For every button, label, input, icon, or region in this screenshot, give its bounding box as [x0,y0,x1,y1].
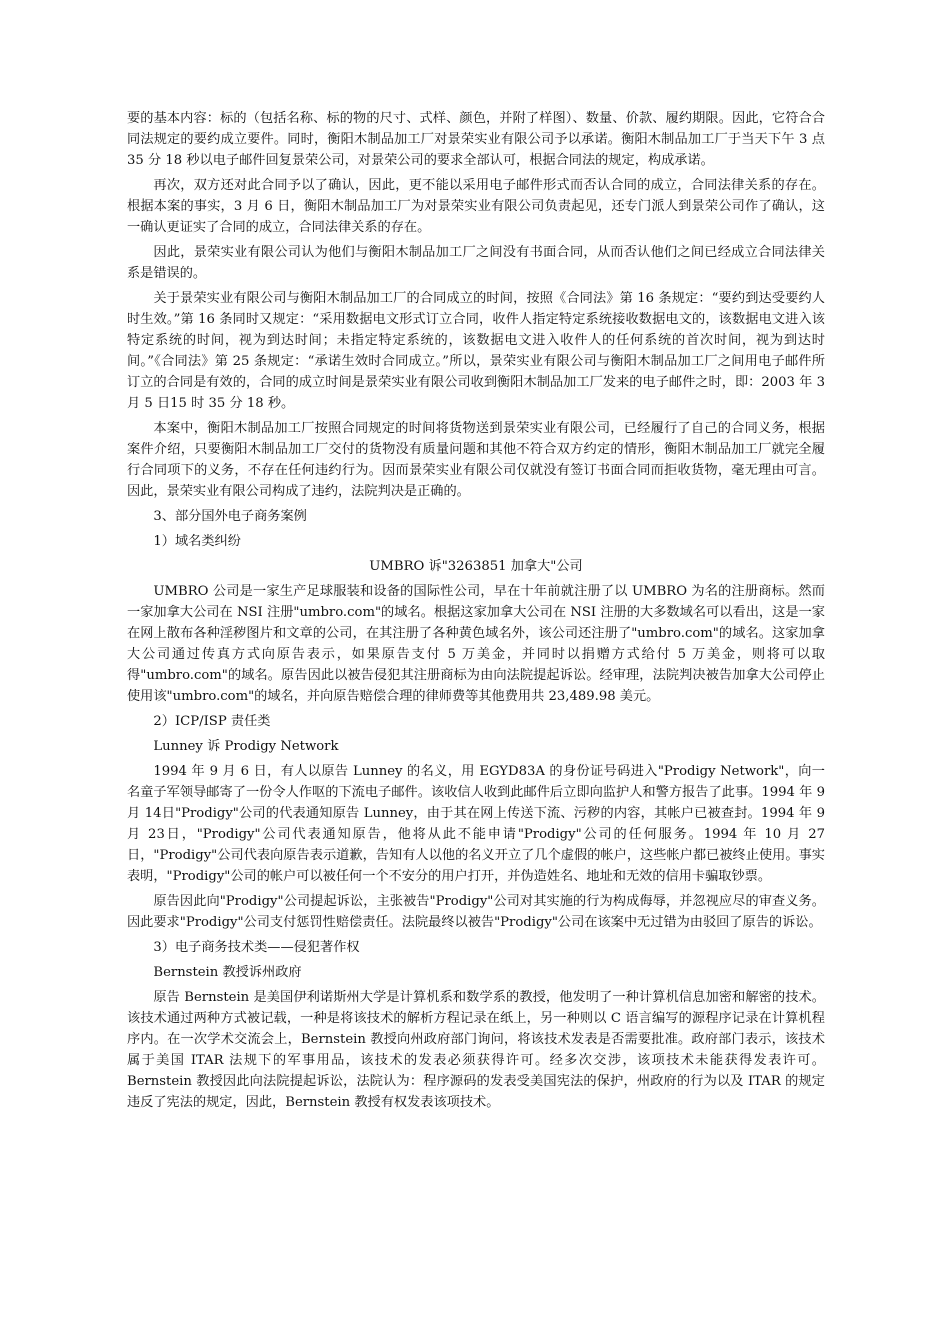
paragraph-lunney-ruling: 原告因此向"Prodigy"公司提起诉讼，主张被告"Prodigy"公司对其实施的行为构成侮辱，并忽视应尽的审查义务。因此要求"Prodigy"公司支付惩罚性赔偿责任。法院最终以被告"Prodigy"公司在该案中无过错为由驳回了原告的诉讼。 [127,894,825,930]
paragraph-umbro-case: UMBRO 公司是一家生产足球服装和设备的国际性公司，早在十年前就注册了以 UMBRO 为名的注册商标。然而一家加拿大公司在 NSI 注册"umbro.com"的域名。根据这家加拿大公司在 NSI 注册的大多数域名可以看出，这是一家在网上散布各种淫秽图片和文章的公司，在其注册了各种黄色域名外，该公司还注册了"umbro.com"的域名。这家加拿大公司通过传真方式向原告表示，如果原告支付 5 万美金，并同时以捐赠方式给付 5 万美金，则将可以取得"umbro.com"的域名。原告因此以被告侵犯其注册商标为由向法院提起诉讼。经审理，法院判决被告加拿大公司停止使用该"umbro.com"的域名，并向原告赔偿合理的律师费等其他费用共 23,489.98 美元。 [127,584,825,704]
section-heading-foreign-cases: 3、部分国外电子商务案例 [153,509,307,524]
case-title-bernstein: Bernstein 教授诉州政府 [153,965,302,980]
paragraph-offer-elements: 要的基本内容：标的（包括名称、标的物的尺寸、式样、颜色，并附了样图）、数量、价款、履约期限。因此，它符合合同法规定的要约成立要件。同时，衡阳木制品加工厂对景荣实业有限公司予以承诺。衡阳木制品加工厂于当天下午 3 点35 分 18 秒以电子邮件回复景荣公司，对景荣公司的要求全部认可，根据合同法的规定，构成承诺。 [127,111,825,168]
paragraph-bernstein-case: 原告 Bernstein 是美国伊利诺斯州大学是计算机系和数学系的教授，他发明了一种计算机信息加密和解密的技术。该技术通过两种方式被记载，一种是将该技术的解析方程记录在纸上，另一种则以 C 语言编写的源程序记录在计算机程序内。在一次学术交流会上，Bernstein 教授向州政府部门询问，将该技术发表是否需要批准。政府部门表示，该技术属于美国 ITAR 法规下的军事用品，该技术的发表必须获得许可。经多次交涉，该项技术未能获得发表许可。Bernstein 教授因此向法院提起诉讼，法院认为：程序源码的发表受美国宪法的保护，州政府的行为以及 ITAR 的规定违反了宪法的规定，因此，Bernstein 教授有权发表该项技术。 [127,990,825,1110]
paragraph-formation-time: 关于景荣实业有限公司与衡阳木制品加工厂的合同成立的时间，按照《合同法》第 16 条规定：“要约到达受要约人时生效。”第 16 条同时又规定：“采用数据电文形式订立合同，收件人指定特定系统接收数据电文的，该数据电文进入该特定系统的时间，视为到达时间；未指定特定系统的，该数据电文进入收件人的任何系统的首次时间，视为到达时间。”《合同法》第 25 条规定：“承诺生效时合同成立。”所以，景荣实业有限公司与衡阳木制品加工厂之间用电子邮件所订立的合同是有效的，合同的成立时间是景荣实业有限公司收到衡阳木制品加工厂发来的电子邮件之时，即：2003 年 3 月 5 日15 时 35 分 18 秒。 [127,291,825,411]
paragraph-lunney-facts: 1994 年 9 月 6 日，有人以原告 Lunney 的名义，用 EGYD83A 的身份证号码进入"Prodigy Network"，向一名童子军领导邮寄了一份令人作呕的下流电子邮件。该收信人收到此邮件后立即向监护人和警方报告了此事。1994 年 9 月 14日"Prodigy"公司的代表通知原告 Lunney，由于其在网上传送下流、污秽的内容，其帐户已被查封。1994 年 9 月 23日，"Prodigy"公司代表通知原告，他将从此不能申请"Prodigy"公司的任何服务。1994 年 10 月 27 日，"Prodigy"公司代表向原告表示道歉，告知有人以他的名义开立了几个虚假的帐户，这些帐户都已被终止使用。事实表明，"Prodigy"公司的帐户可以被任何一个不安分的用户打开，并伪造姓名、地址和无效的信用卡骗取钞票。 [127,764,825,884]
subheading-technology-copyright: 3）电子商务技术类——侵犯著作权 [153,940,360,955]
paragraph-no-written-contract: 因此，景荣实业有限公司认为他们与衡阳木制品加工厂之间没有书面合同，从而否认他们之间已经成立合同法律关系是错误的。 [127,245,825,281]
subheading-domain-disputes: 1）域名类纠纷 [153,534,241,549]
subheading-icp-isp-liability: 2）ICP/ISP 责任类 [153,714,271,729]
case-title-umbro: UMBRO 诉"3263851 加拿大"公司 [369,559,583,574]
case-title-lunney: Lunney 诉 Prodigy Network [153,739,339,754]
paragraph-breach-conclusion: 本案中，衡阳木制品加工厂按照合同规定的时间将货物送到景荣实业有限公司，已经履行了自己的合同义务，根据案件介绍，只要衡阳木制品加工厂交付的货物没有质量问题和其他不符合双方约定的情形，衡阳木制品加工厂就完全履行合同项下的义务，不存在任何违约行为。因而景荣实业有限公司仅就没有签订书面合同而拒收货物，毫无理由可言。因此，景荣实业有限公司构成了违约，法院判决是正确的。 [127,421,825,499]
paragraph-contract-confirmation: 再次，双方还对此合同予以了确认，因此，更不能以采用电子邮件形式而否认合同的成立，合同法律关系的存在。根据本案的事实，3 月 6 日，衡阳木制品加工厂为对景荣实业有限公司负责起见，还专门派人到景荣公司作了确认，这一确认更证实了合同的成立，合同法律关系的存在。 [127,178,825,235]
document-page [127,108,825,1117]
